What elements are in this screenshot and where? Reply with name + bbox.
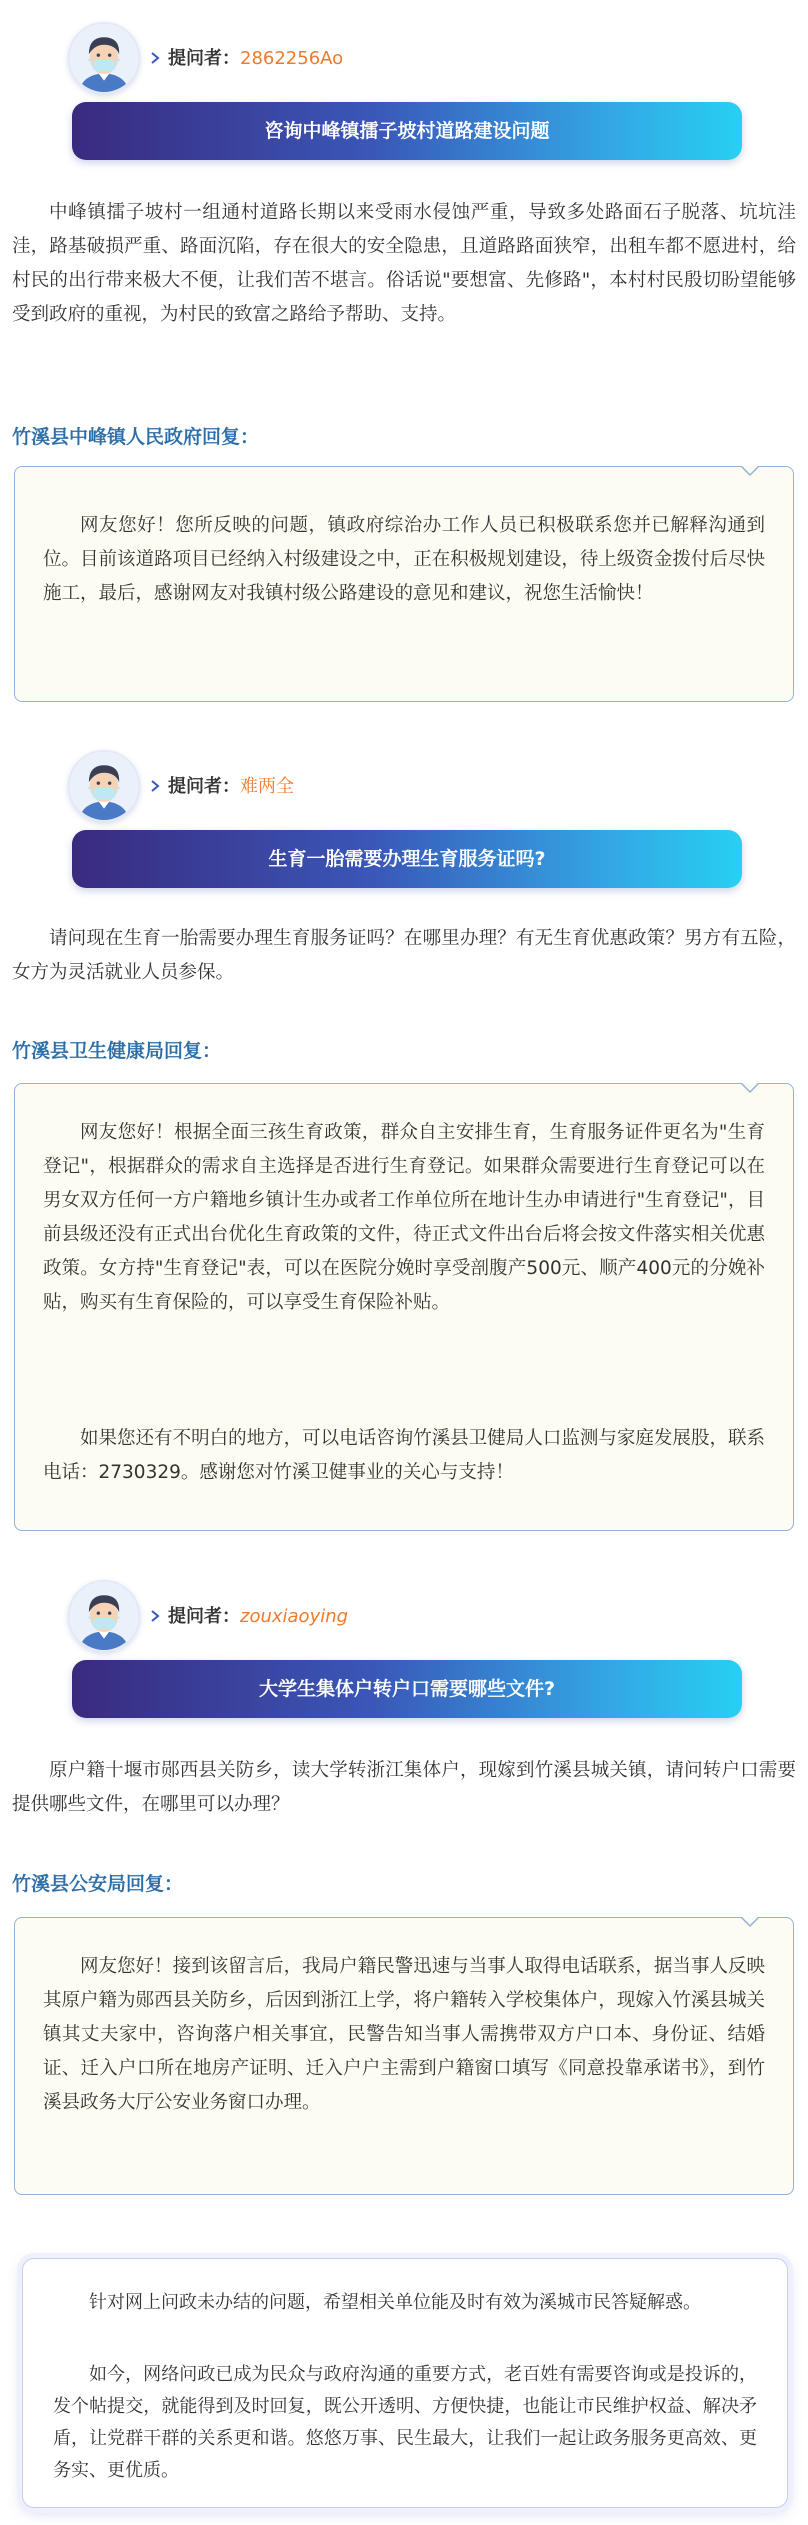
footer-text: 针对网上问政未办结的问题，希望相关单位能及时有效为溪城市民答疑解惑。 [89, 2292, 701, 2313]
asker-name: zouxiaoying [240, 1606, 349, 1627]
asker-label: 提问者： [168, 776, 240, 797]
asker-name: 难两全 [240, 776, 294, 797]
reply-header: 竹溪县中峰镇人民政府回复： [12, 426, 260, 448]
question-text: 请问现在生育一胎需要办理生育服务证吗？在哪里办理？有无生育优惠政策？男方有五险，女方为灵活就业人员参保。 [12, 928, 796, 983]
chevron-right-icon [148, 779, 162, 793]
footer-text: 如今，网络问政已成为民众与政府沟通的重要方式，老百姓有需要咨询或是投诉的，发个帖提交，就能得到及时回复，既公开透明、方便快捷，也能让市民维护权益、解决矛盾，让党群干群的关系更和谐。悠悠万事、民生最大，让我们一起让政务服务更高效、更务实、更优质。 [53, 2364, 757, 2481]
asker-label: 提问者： [168, 1606, 240, 1627]
question-title: 生育一胎需要办理生育服务证吗? [72, 830, 742, 888]
speech-tick-icon [741, 1083, 759, 1093]
reply-box [14, 1083, 794, 1531]
asker-name: 2862256Ao [240, 48, 344, 69]
reply-header: 竹溪县公安局回复： [12, 1873, 184, 1895]
reply-box [14, 466, 794, 702]
question-header-2 [0, 750, 808, 890]
speech-tick-icon [741, 1917, 759, 1927]
speech-tick-icon [741, 466, 759, 476]
question-header-1 [0, 22, 808, 162]
asker-line [148, 46, 343, 72]
question-title: 大学生集体户转户口需要哪些文件? [72, 1660, 742, 1718]
user-avatar-icon [70, 752, 138, 820]
avatar [68, 22, 140, 94]
reply-box [14, 1917, 794, 2195]
asker-line [148, 774, 294, 800]
chevron-right-icon [148, 51, 162, 65]
chevron-right-icon [148, 1609, 162, 1623]
question-text: 原户籍十堰市郧西县关防乡，读大学转浙江集体户，现嫁到竹溪县城关镇，请问转户口需要提供哪些文件，在哪里可以办理？ [12, 1760, 796, 1815]
reply-text: 网友您好！根据全面三孩生育政策，群众自主安排生育，生育服务证件更名为"生育登记"，根据群众的需求自主选择是否进行生育登记。如果群众需要进行生育登记可以在男女双方任何一方户籍地乡镇计生办或者工作单位所在地计生办申请进行"生育登记"，目前县级还没有正式出台优化生育政策的文件，待正式文件出台后将会按文件落实相关优惠政策。女方持"生育登记"表，可以在医院分娩时享受剖腹产500元、顺产400元的分娩补贴，购买有生育保险的，可以享受生育保险补贴。 [43, 1122, 765, 1313]
question-text: 中峰镇擂子坡村一组通村道路长期以来受雨水侵蚀严重，导致多处路面石子脱落、坑坑洼洼，路基破损严重、路面沉陷，存在很大的安全隐患，且道路路面狭窄，出租车都不愿进村，给村民的出行带来极大不便，让我们苦不堪言。俗话说"要想富、先修路"，本村村民殷切盼望能够受到政府的重视，为村民的致富之路给予帮助、支持。 [12, 202, 796, 325]
avatar [68, 1580, 140, 1652]
user-avatar-icon [70, 1582, 138, 1650]
footer-box [22, 2258, 788, 2508]
asker-line [148, 1604, 348, 1630]
reply-text: 网友您好！您所反映的问题，镇政府综治办工作人员已积极联系您并已解释沟通到位。目前该道路项目已经纳入村级建设之中，正在积极规划建设，待上级资金拨付后尽快施工，最后，感谢网友对我镇村级公路建设的意见和建议，祝您生活愉快！ [43, 515, 765, 604]
question-title: 咨询中峰镇擂子坡村道路建设问题 [72, 102, 742, 160]
asker-label: 提问者： [168, 48, 240, 69]
question-header-3 [0, 1580, 808, 1720]
reply-text: 如果您还有不明白的地方，可以电话咨询竹溪县卫健局人口监测与家庭发展股，联系电话：2730329。感谢您对竹溪卫健事业的关心与支持！ [43, 1428, 765, 1483]
reply-text: 网友您好！接到该留言后，我局户籍民警迅速与当事人取得电话联系，据当事人反映其原户籍为郧西县关防乡，后因到浙江上学，将户籍转入学校集体户，现嫁入竹溪县城关镇其丈夫家中，咨询落户相关事宜，民警告知当事人需携带双方户口本、身份证、结婚证、迁入户口所在地房产证明、迁入户户主需到户籍窗口填写《同意投靠承诺书》，到竹溪县政务大厅公安业务窗口办理。 [43, 1956, 765, 2113]
reply-header: 竹溪县卫生健康局回复： [12, 1040, 222, 1062]
user-avatar-icon [70, 24, 138, 92]
avatar [68, 750, 140, 822]
